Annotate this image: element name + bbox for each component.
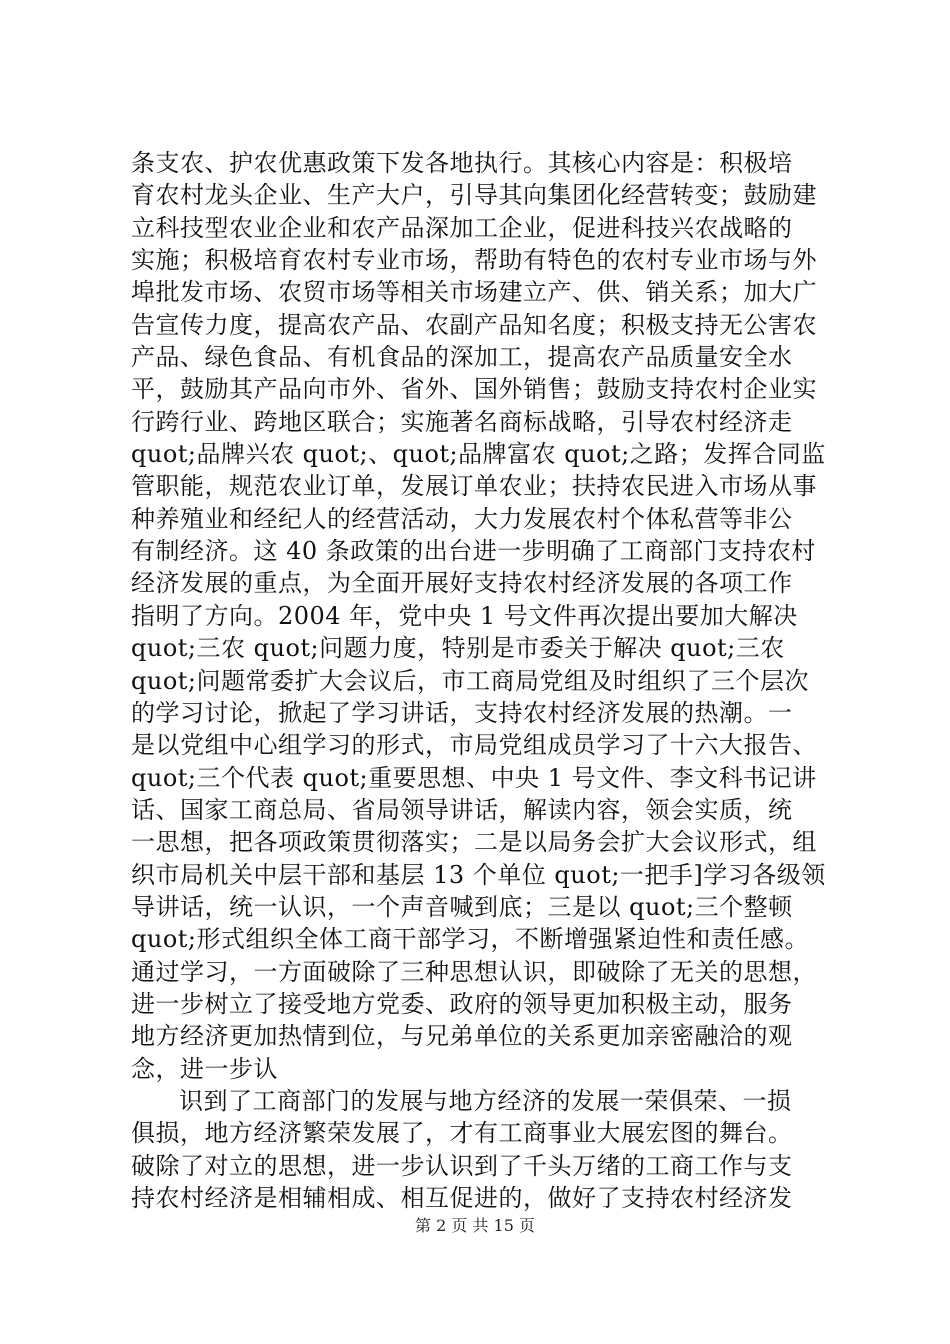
- text-line: 织市局机关中层干部和基层 13 个单位 quot;一把手]学习各级领: [131, 860, 826, 889]
- text-line: 进一步树立了接受地方党委、政府的领导更加积极主动，服务: [131, 989, 793, 1018]
- text-line: 有制经济。这 40 条政策的出台进一步明确了工商部门支持农村: [131, 537, 816, 566]
- text-line: 地方经济更加热情到位，与兄弟单位的关系更加亲密融洽的观: [131, 1022, 793, 1051]
- paragraph-start-line: 识到了工商部门的发展与地方经济的发展一荣俱荣、一损: [179, 1086, 792, 1115]
- text-line: 立科技型农业企业和农产品深加工企业，促进科技兴农战略的: [131, 213, 793, 242]
- text-line: 经济发展的重点，为全面开展好支持农村经济发展的各项工作: [131, 569, 793, 598]
- text-line: 持农村经济是相辅相成、相互促进的，做好了支持农村经济发: [131, 1184, 793, 1212]
- body-text: [131, 147, 851, 1214]
- text-line: 的学习讨论，掀起了学习讲话，支持农村经济发展的热潮。一: [131, 698, 793, 727]
- text-line: 埠批发市场、农贸市场等相关市场建立产、供、销关系；加大广: [131, 278, 817, 307]
- text-line: 行跨行业、跨地区联合；实施著名商标战略，引导农村经济走: [131, 407, 793, 436]
- text-line: 念，进一步认: [131, 1054, 278, 1083]
- text-line: 条支农、护农优惠政策下发各地执行。其核心内容是：积极培: [131, 149, 793, 177]
- text-line: 种养殖业和经纪人的经营活动，大力发展农村个体私营等非公: [131, 504, 793, 533]
- text-line: 实施；积极培育农村专业市场，帮助有特色的农村专业市场与外: [131, 246, 817, 275]
- text-line: quot;三农 quot;问题力度，特别是市委关于解决 quot;三农: [131, 634, 785, 663]
- text-line: 平，鼓励其产品向市外、省外、国外销售；鼓励支持农村企业实: [131, 375, 817, 404]
- text-line: 告宣传力度，提高农产品、农副产品知名度；积极支持无公害农: [131, 310, 817, 339]
- text-line: 一思想，把各项政策贯彻落实；二是以局务会扩大会议形式，组: [131, 828, 817, 857]
- text-line: 导讲话，统一认识，一个声音喊到底；三是以 quot;三个整顿: [131, 892, 793, 921]
- text-line: 是以党组中心组学习的形式，市局党组成员学习了十六大报告、: [131, 731, 817, 760]
- text-line: 指明了方向。2004 年，党中央 1 号文件再次提出要加大解决: [131, 601, 798, 630]
- text-line: quot;品牌兴农 quot;、quot;品牌富农 quot;之路；发挥合同监: [131, 440, 826, 469]
- text-line: quot;形式组织全体工商干部学习，不断增强紧迫性和责任感。: [131, 925, 809, 954]
- text-line: 破除了对立的思想，进一步认识到了千头万绪的工商工作与支: [131, 1151, 793, 1180]
- page-footer: 第 2 页 共 15 页: [415, 1216, 535, 1235]
- text-line: quot;问题常委扩大会议后，市工商局党组及时组织了三个层次: [131, 666, 809, 695]
- text-line: 话、国家工商总局、省局领导讲话，解读内容，领会实质，统: [131, 795, 793, 824]
- text-line: 产品、绿色食品、有机食品的深加工，提高农产品质量安全水: [131, 343, 793, 372]
- text-line: 俱损，地方经济繁荣发展了，才有工商事业大展宏图的舞台。: [131, 1119, 793, 1148]
- text-line: 育农村龙头企业、生产大户，引导其向集团化经营转变；鼓励建: [131, 181, 817, 210]
- text-line: quot;三个代表 quot;重要思想、中央 1 号文件、李文科书记讲: [131, 763, 817, 792]
- text-line: 通过学习，一方面破除了三种思想认识，即破除了无关的思想，: [131, 957, 817, 986]
- text-line: 管职能，规范农业订单，发展订单农业；扶持农民进入市场从事: [131, 472, 817, 501]
